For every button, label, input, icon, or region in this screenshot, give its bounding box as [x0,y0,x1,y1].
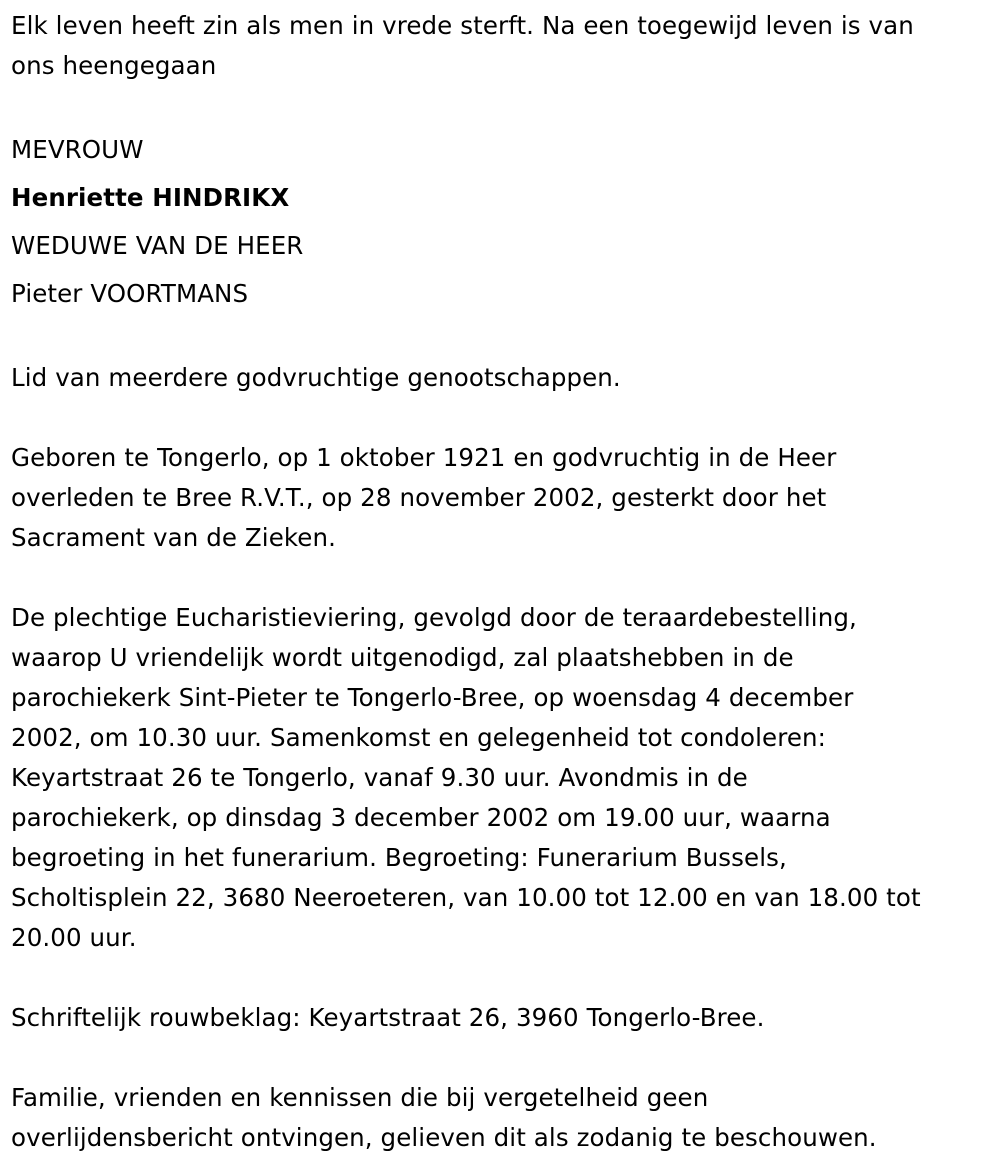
birth-death-line: Geboren te Tongerlo, op 1 oktober 1921 en godvruchtig in de Heer [11,443,837,472]
deceased-header [11,126,986,318]
closing-line: overlijdensbericht ontvingen, gelieven dit als zodanig te beschouwen. [11,1123,877,1152]
paragraph-spacer [11,1038,986,1078]
spouse-name: Pieter VOORTMANS [11,279,249,308]
paragraph-spacer [11,318,986,358]
deceased-name: Henriette HINDRIKX [11,183,290,212]
ceremony-line: begroeting in het funerarium. Begroeting: Funerarium Bussels, [11,843,787,872]
birth-death-paragraph [11,438,986,558]
birth-death-line: overleden te Bree R.V.T., op 28 november 2002, gesterkt door het [11,483,827,512]
birth-death-line: Sacrament van de Zieken. [11,523,336,552]
ceremony-paragraph [11,598,986,958]
condolence-address: Schriftelijk rouwbeklag: Keyartstraat 26, 3960 Tongerlo-Bree. [11,1003,765,1032]
closing-line: Familie, vrienden en kennissen die bij vergetelheid geen [11,1083,709,1112]
paragraph-spacer [11,86,986,126]
widow-relation: WEDUWE VAN DE HEER [11,231,304,260]
paragraph-spacer [11,398,986,438]
condolence-paragraph [11,998,986,1038]
ceremony-line: Keyartstraat 26 te Tongerlo, vanaf 9.30 uur. Avondmis in de [11,763,748,792]
membership-text: Lid van meerdere godvruchtige genootschappen. [11,363,621,392]
intro-line: ons heengegaan [11,51,217,80]
obituary-document [11,6,986,1158]
intro-paragraph [11,6,986,86]
paragraph-spacer [11,558,986,598]
membership-paragraph [11,358,986,398]
ceremony-line: parochiekerk, op dinsdag 3 december 2002 om 19.00 uur, waarna [11,803,831,832]
ceremony-line: Scholtisplein 22, 3680 Neeroeteren, van 10.00 tot 12.00 en van 18.00 tot [11,883,921,912]
ceremony-line: waarop U vriendelijk wordt uitgenodigd, zal plaatshebben in de [11,643,794,672]
ceremony-line: De plechtige Eucharistieviering, gevolgd door de teraardebestelling, [11,603,857,632]
paragraph-spacer [11,958,986,998]
ceremony-line: parochiekerk Sint-Pieter te Tongerlo-Bree, op woensdag 4 december [11,683,854,712]
title-mevrouw: MEVROUW [11,135,144,164]
ceremony-line: 20.00 uur. [11,923,137,952]
ceremony-line: 2002, om 10.30 uur. Samenkomst en gelegenheid tot condoleren: [11,723,826,752]
closing-paragraph [11,1078,986,1158]
intro-line: Elk leven heeft zin als men in vrede sterft. Na een toegewijd leven is van [11,11,914,40]
